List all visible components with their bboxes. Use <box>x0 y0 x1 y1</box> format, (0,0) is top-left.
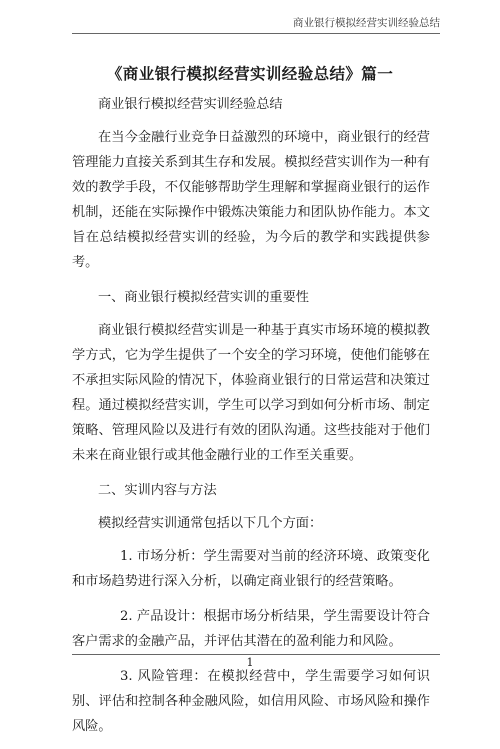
section-2-intro: 模拟经营实训通常包括以下几个方面： <box>98 516 323 531</box>
running-header: 商业银行模拟经营实训经验总结 <box>293 17 440 29</box>
list-item-1: 1. 市场分析：学生需要对当前的经济环境、政策变化和市场趋势进行深入分析，以确定商业银行的经营策略。 <box>72 549 430 589</box>
section-heading-2: 二、实训内容与方法 <box>98 483 217 498</box>
page-number: 1 <box>246 656 254 669</box>
document-title: 《商业银行模拟经营实训经验总结》篇一 <box>106 64 394 83</box>
subtitle-paragraph: 商业银行模拟经营实训经验总结 <box>98 97 283 112</box>
list-item-2: 2. 产品设计：根据市场分析结果，学生需要设计符合客户需求的金融产品，并评估其潜在的盈利能力和风险。 <box>72 609 430 649</box>
footer-rule <box>72 654 440 655</box>
list-item-3: 3. 风险管理：在模拟经营中，学生需要学习如何识别、评估和控制各种金融风险，如信用风险、市场风险和操作风险。 <box>72 669 430 734</box>
document-body <box>72 92 430 749</box>
section-heading-1: 一、商业银行模拟经营实训的重要性 <box>98 290 309 305</box>
header-rule <box>72 33 440 34</box>
section-1-paragraph: 商业银行模拟经营实训是一种基于真实市场环境的模拟教学方式，它为学生提供了一个安全的学习环境，使他们能够在不承担实际风险的情况下，体验商业银行的日常运营和决策过程。通过模拟经营实训，学生可以学习到如何分析市场、制定策略、管理风险以及进行有效的团队沟通。这些技能对于他们未来在商业银行或其他金融行业的工作至关重要。 <box>72 323 430 463</box>
intro-paragraph: 在当今金融行业竞争日益激烈的环境中，商业银行的经营管理能力直接关系到其生存和发展。模拟经营实训作为一种有效的教学手段，不仅能够帮助学生理解和掌握商业银行的运作机制，还能在实际操作中锻炼决策能力和团队协作能力。本文旨在总结模拟经营实训的经验，为今后的教学和实践提供参考。 <box>72 130 430 270</box>
